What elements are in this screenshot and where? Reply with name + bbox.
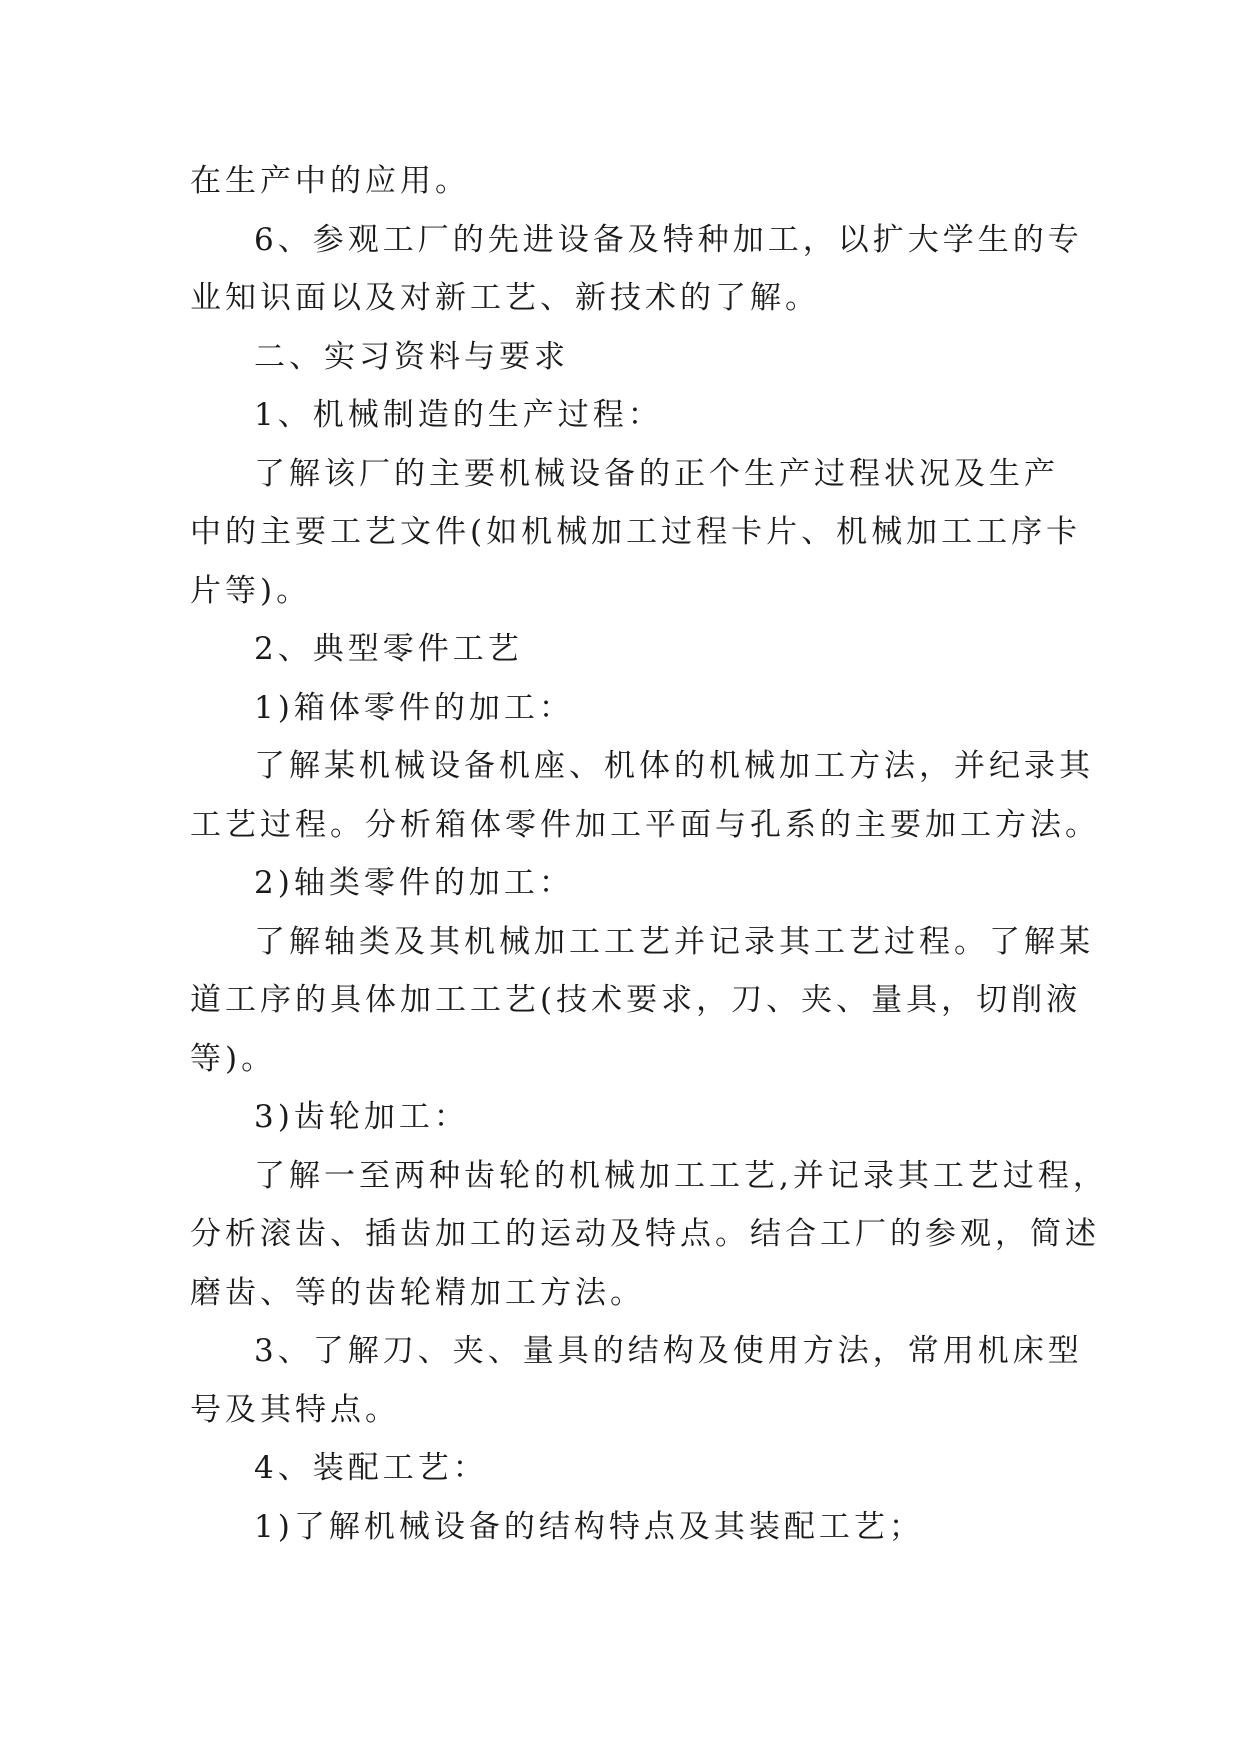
text-line: 在生产中的应用。 xyxy=(190,163,470,199)
text-line: 片等)。 xyxy=(190,572,312,609)
text-line: 2)轴类零件的加工： xyxy=(254,865,574,901)
text-line: 磨齿、等的齿轮精加工方法。 xyxy=(190,1274,645,1311)
text-line: 了解该厂的主要机械设备的正个生产过程状况及生产 xyxy=(254,455,1059,492)
text-line: 二、实习资料与要求 xyxy=(254,338,569,375)
text-line: 等)。 xyxy=(190,1040,277,1077)
text-line: 道工序的具体加工工艺(技术要求，刀、夹、量具，切削液 xyxy=(190,982,1082,1018)
text-line: 了解轴类及其机械加工工艺并记录其工艺过程。了解某 xyxy=(254,923,1094,960)
text-line: 3、了解刀、夹、量具的结构及使用方法，常用机床型 xyxy=(254,1333,1083,1369)
text-line: 中的主要工艺文件(如机械加工过程卡片、机械加工工序卡 xyxy=(190,514,1082,550)
text-line: 6、参观工厂的先进设备及特种加工，以扩大学生的专 xyxy=(254,221,1083,258)
text-line: 分析滚齿、插齿加工的运动及特点。结合工厂的参观，简述 xyxy=(190,1216,1100,1252)
text-line: 1)箱体零件的加工： xyxy=(254,689,574,726)
document-body xyxy=(190,152,1108,1556)
text-line: 业知识面以及对新工艺、新技术的了解。 xyxy=(190,280,820,316)
text-line: 了解某机械设备机座、机体的机械加工方法，并纪录其 xyxy=(254,748,1094,784)
text-line: 工艺过程。分析箱体零件加工平面与孔系的主要加工方法。 xyxy=(190,806,1100,843)
text-line: 了解一至两种齿轮的机械加工工艺,并记录其工艺过程， xyxy=(254,1157,1108,1194)
text-line: 4、装配工艺： xyxy=(254,1450,488,1486)
text-line: 1、机械制造的生产过程： xyxy=(254,397,663,433)
text-line: 号及其特点。 xyxy=(190,1391,400,1428)
text-line: 2、典型零件工艺 xyxy=(254,631,523,667)
text-line: 1)了解机械设备的结构特点及其装配工艺； xyxy=(254,1508,924,1545)
text-line: 3)齿轮加工： xyxy=(254,1099,469,1135)
